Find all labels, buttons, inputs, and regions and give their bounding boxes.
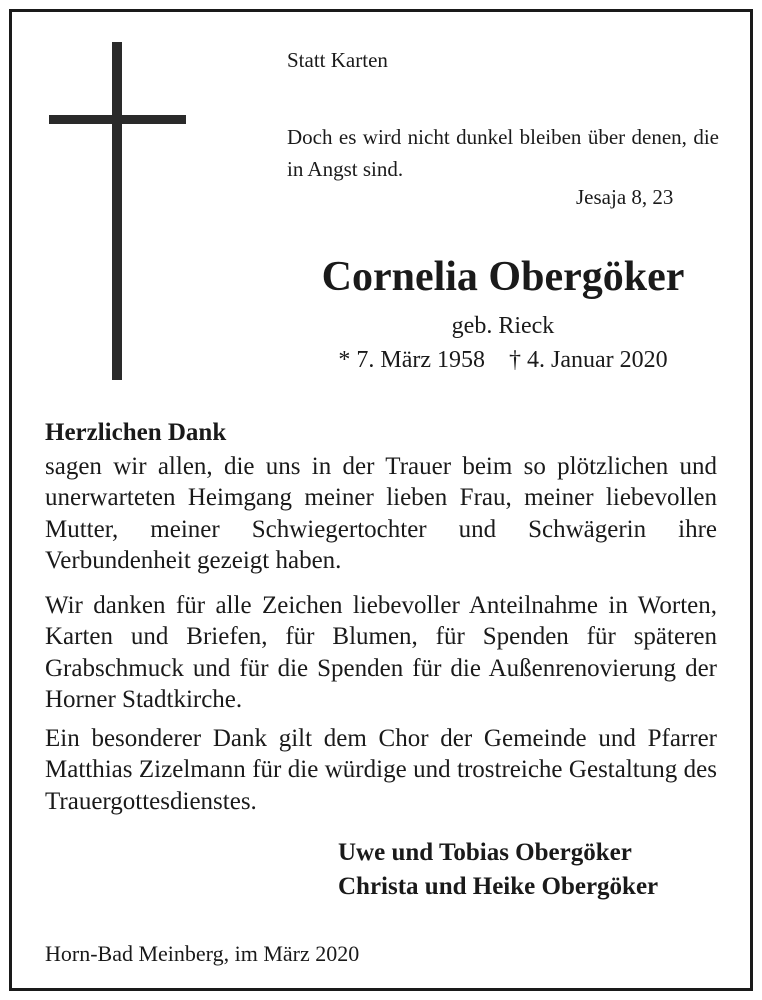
- birth-name: geb. Rieck: [451, 313, 555, 339]
- quote-source: Jesaja 8, 23: [576, 185, 674, 209]
- place-and-date: Horn-Bad Meinberg, im März 2020: [45, 941, 360, 966]
- signature-line-2: Christa und Heike Obergöker: [338, 873, 659, 900]
- thanks-paragraph-1: sagen wir allen, die uns in der Trauer beim so plötzlichen und unerwarteten Heimgang meiner lieben Frau, meiner liebevollen Mutter, meiner Schwiegertochter und Schwägerin ihre Verbundenheit gezeigt haben.: [45, 453, 717, 575]
- bible-quote: Doch es wird nicht dunkel bleiben über denen, die in Angst sind.: [287, 125, 719, 181]
- signature-line-1: Uwe und Tobias Obergöker: [338, 839, 632, 866]
- death-date: † 4. Januar 2020: [509, 347, 668, 373]
- thanks-paragraph-2: Wir danken für alle Zeichen liebevoller Anteilnahme in Worten, Karten und Briefen, für Blumen, für Spenden für späteren Grabschmuck und für die Spenden für die Außenrenovierung der Horner Stadtkirche.: [45, 592, 717, 714]
- cross-vertical-bar: [112, 42, 122, 380]
- life-dates: [287, 347, 719, 374]
- birth-date: * 7. März 1958: [338, 347, 485, 373]
- cross-horizontal-bar: [49, 115, 186, 124]
- statt-karten-label: Statt Karten: [287, 48, 388, 72]
- deceased-name: Cornelia Obergöker: [321, 254, 685, 300]
- thanks-paragraph-3: Ein besonderer Dank gilt dem Chor der Gemeinde und Pfarrer Matthias Zizelmann für die würdige und trostreiche Gestaltung des Trauergottesdienstes.: [45, 725, 717, 815]
- thanks-heading: Herzlichen Dank: [45, 419, 227, 446]
